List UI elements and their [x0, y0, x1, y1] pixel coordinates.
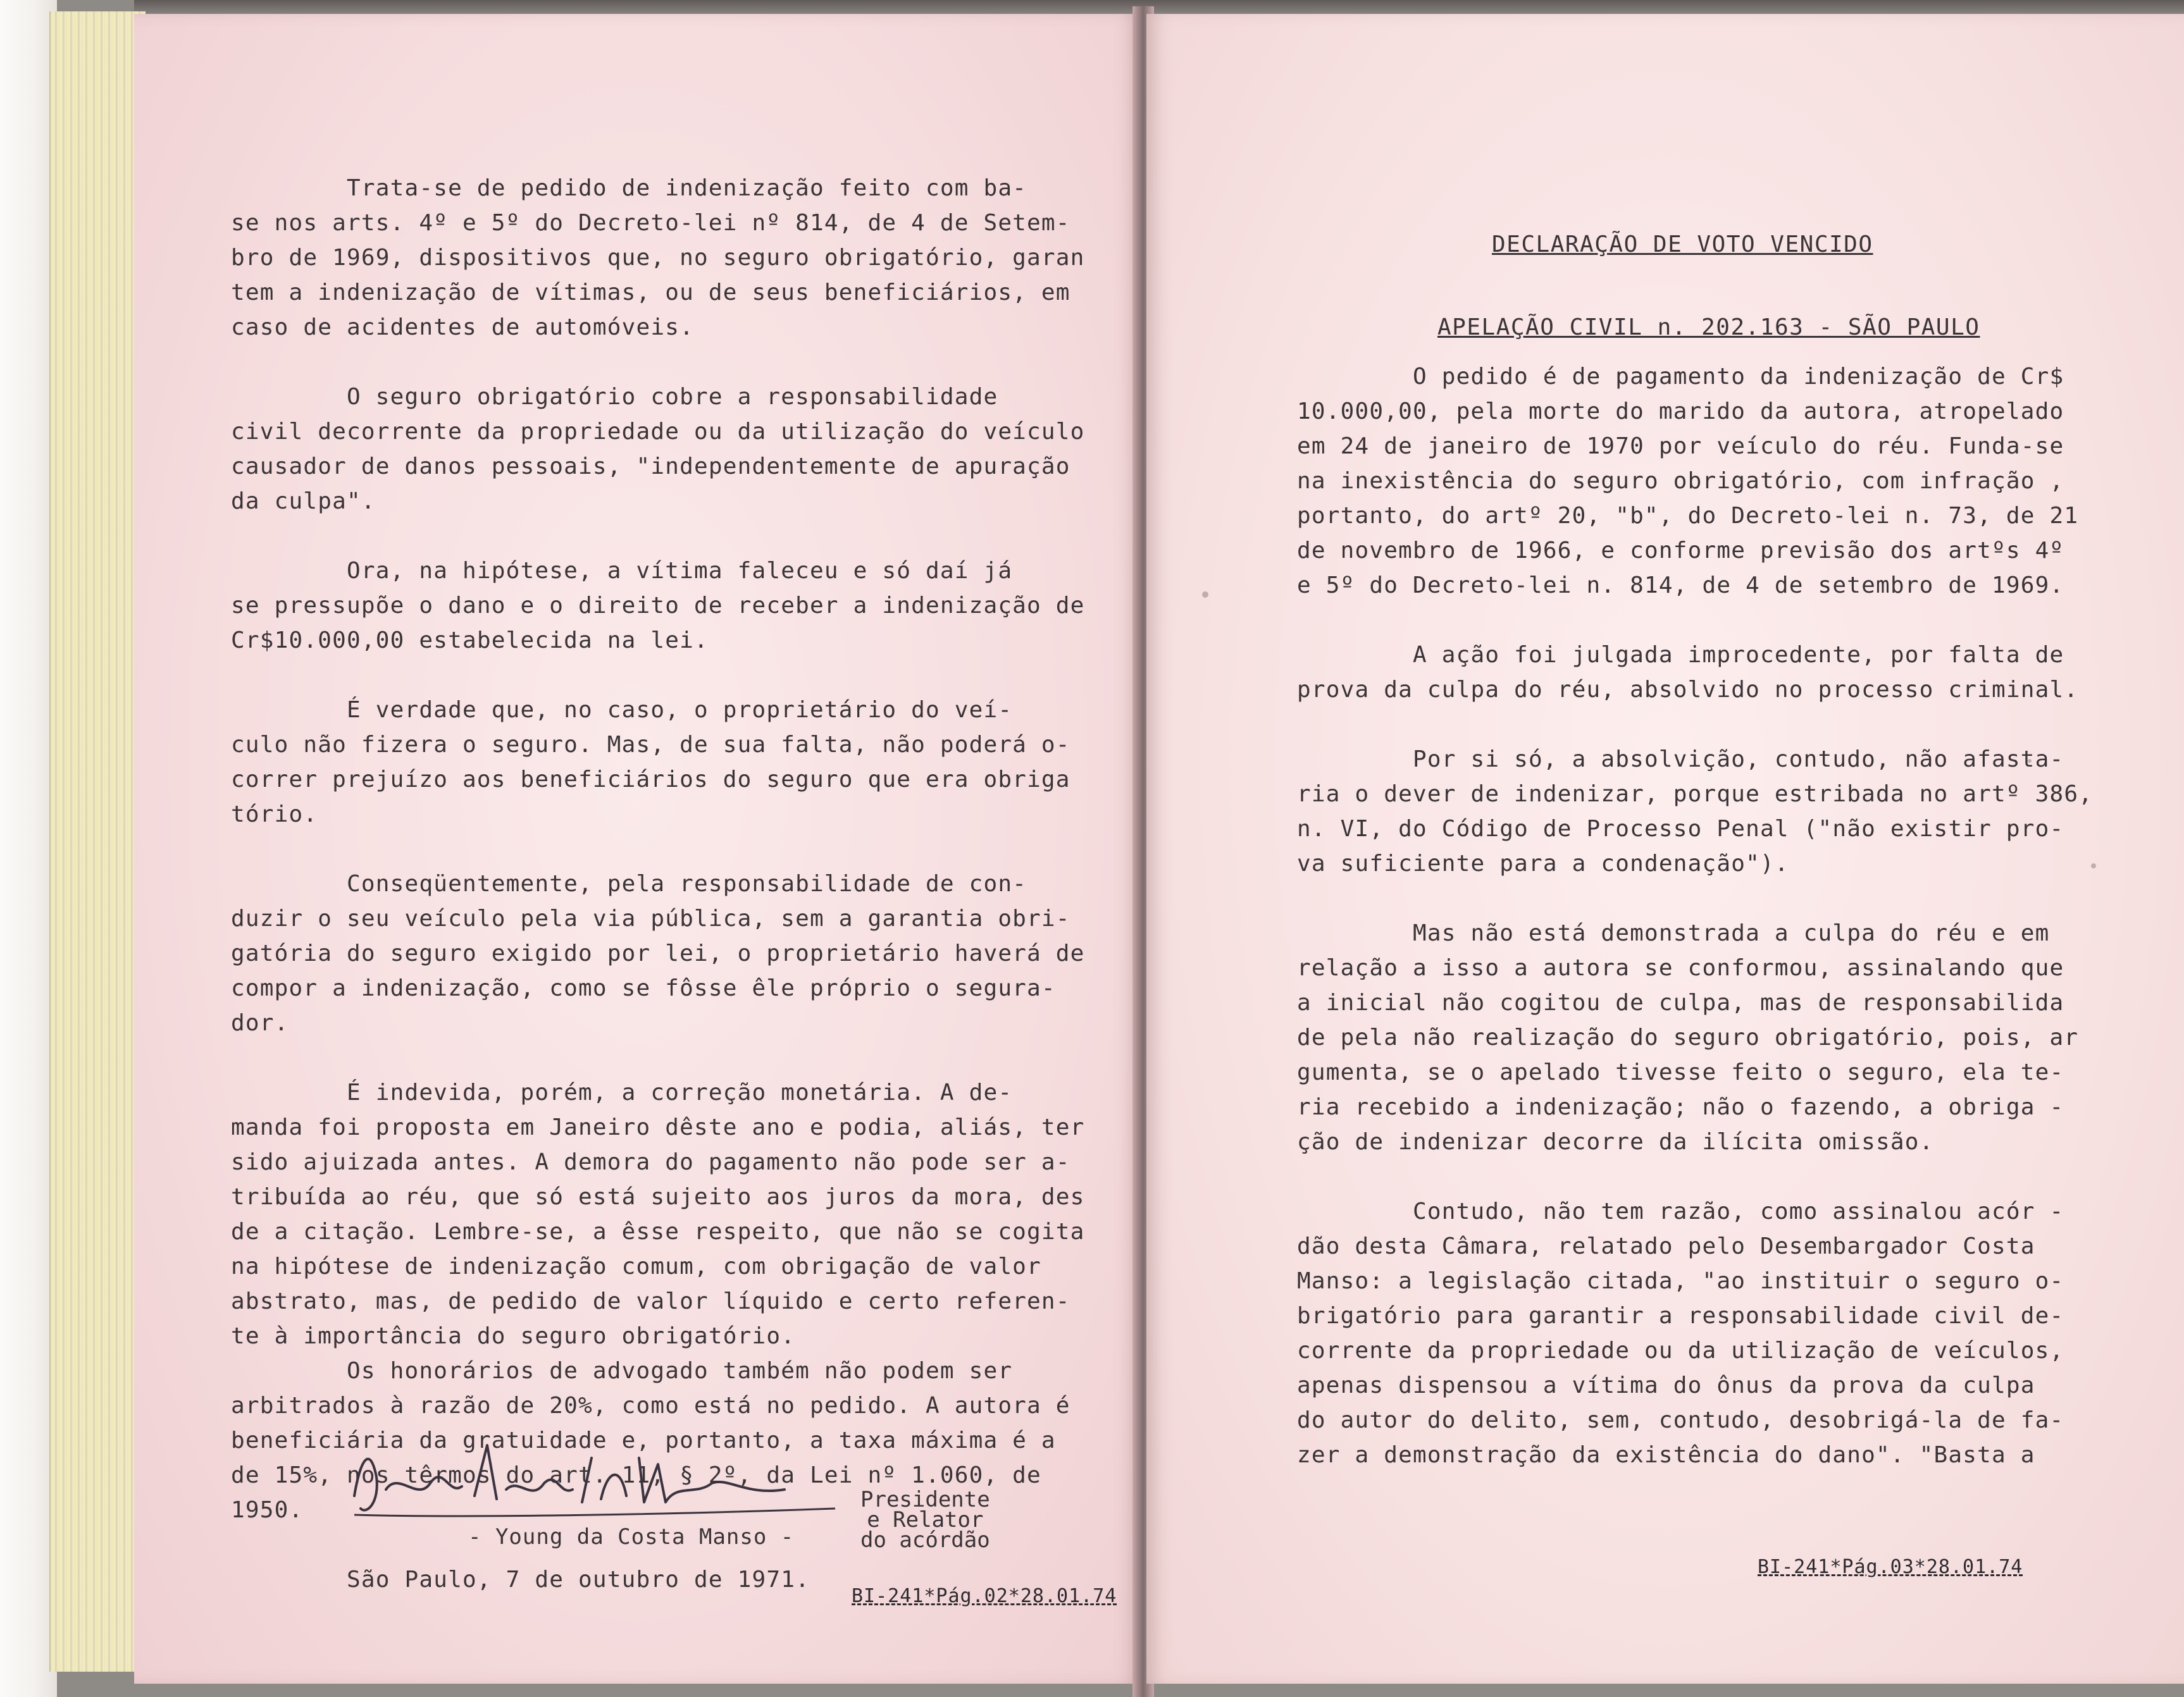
- right-page-line: do autor do delito, sem, contudo, desobrigá-la de fa-: [1297, 1407, 2064, 1433]
- right-page-line: apenas dispensou a vítima do ônus da prova da culpa: [1297, 1373, 2035, 1398]
- left-page-line: Conseqüentemente, pela responsabilidade de con-: [231, 871, 1027, 897]
- left-page-line: É verdade que, no caso, o proprietário do veí-: [231, 697, 1013, 723]
- right-page-footer: BI-241*Pág.03*28.01.74: [1758, 1556, 2023, 1578]
- handwritten-signature: [342, 1420, 848, 1534]
- left-page-line: Cr$10.000,00 estabelecida na lei.: [231, 627, 709, 653]
- left-page-line: 1950.: [231, 1497, 304, 1523]
- right-page-line: prova da culpa do réu, absolvido no processo criminal.: [1297, 677, 2079, 703]
- right-page-line: [1297, 603, 2093, 638]
- right-page-line: Contudo, não tem razão, como assinalou acór -: [1297, 1199, 2064, 1225]
- left-page-line: causador de danos pessoais, "independentemente de apuração: [231, 454, 1070, 479]
- right-page-line: va suficiente para a condenação").: [1297, 851, 1789, 877]
- right-page-line: em 24 de janeiro de 1970 por veículo do réu. Funda-se: [1297, 433, 2064, 459]
- right-page-line: dão desta Câmara, relatado pelo Desembargador Costa: [1297, 1233, 2035, 1259]
- document-title: DECLARAÇÃO DE VOTO VENCIDO: [1492, 231, 1873, 257]
- case-heading: APELAÇÃO CIVIL n. 202.163 - SÃO PAULO: [1437, 314, 1980, 340]
- right-page-line: ria o dever de indenizar, porque estribada no artº 386,: [1297, 781, 2094, 807]
- left-page-line: correr prejuízo aos beneficiários do seguro que era obriga: [231, 767, 1070, 793]
- right-page-line: e 5º do Decreto-lei n. 814, de 4 de setembro de 1969.: [1297, 572, 2064, 598]
- right-page-line: na inexistência do seguro obrigatório, com infração ,: [1297, 468, 2064, 494]
- left-page-line: bro de 1969, dispositivos que, no seguro obrigatório, garan: [231, 245, 1085, 271]
- right-page-line: a inicial não cogitou de culpa, mas de responsabilida: [1297, 990, 2064, 1016]
- left-page-line: se nos arts. 4º e 5º do Decreto-lei nº 814, de 4 de Setem-: [231, 210, 1070, 236]
- left-page-line: de a citação. Lembre-se, a êsse respeito, que não se cogita: [231, 1219, 1085, 1245]
- left-page-line: se pressupõe o dano e o direito de receber a indenização de: [231, 593, 1085, 619]
- right-page-line: ria recebido a indenização; não o fazendo, a obriga -: [1297, 1094, 2064, 1120]
- right-page-line: relação a isso a autora se conformou, assinalando que: [1297, 955, 2064, 981]
- left-page-line: culo não fizera o seguro. Mas, de sua falta, não poderá o-: [231, 732, 1070, 758]
- right-page-line: 10.000,00, pela morte do marido da autora, atropelado: [1297, 398, 2064, 424]
- left-page-line: na hipótese de indenização comum, com obrigação de valor: [231, 1254, 1041, 1280]
- left-page-line: [231, 519, 1085, 553]
- right-page-line: brigatório para garantir a responsabilidade civil de-: [1297, 1303, 2064, 1329]
- right-page-line: [1297, 881, 2093, 916]
- left-page-line: [231, 832, 1085, 867]
- right-page-line: Por si só, a absolvição, contudo, não afasta-: [1297, 746, 2064, 772]
- right-page-body: [1297, 359, 2093, 1472]
- left-page-line: Trata-se de pedido de indenização feito com ba-: [231, 175, 1027, 201]
- left-page-footer: BI-241*Pág.02*28.01.74: [852, 1585, 1117, 1607]
- right-page-line: gumenta, se o apelado tivesse feito o seguro, ela te-: [1297, 1059, 2064, 1085]
- left-page-line: [231, 345, 1085, 380]
- right-page-line: portanto, do artº 20, "b", do Decreto-lei n. 73, de 21: [1297, 503, 2079, 529]
- right-page-line: O pedido é de pagamento da indenização de Cr$: [1297, 364, 2064, 390]
- right-page-line: A ação foi julgada improcedente, por falta de: [1297, 642, 2064, 668]
- left-page-line: tório.: [231, 801, 318, 827]
- paper-speck: [2028, 759, 2032, 763]
- right-page-line: Mas não está demonstrada a culpa do réu e em: [1297, 920, 2050, 946]
- right-page-line: [1297, 1159, 2093, 1194]
- left-page-line: sido ajuizada antes. A demora do pagamento não pode ser a-: [231, 1149, 1070, 1175]
- right-page-line: ção de indenizar decorre da ilícita omissão.: [1297, 1129, 1934, 1155]
- left-page-line: arbitrados à razão de 20%, como está no pedido. A autora é: [231, 1393, 1070, 1419]
- left-page-line: de 15%, nos têrmos do art. 11, § 2º, da Lei nº 1.060, de: [231, 1462, 1041, 1488]
- right-page-line: zer a demonstração da existência do dano". "Basta a: [1297, 1442, 2035, 1468]
- left-page-line: O seguro obrigatório cobre a responsabilidade: [231, 384, 998, 410]
- left-page-line: compor a indenização, como se fôsse êle próprio o segura-: [231, 975, 1056, 1001]
- left-page-line: abstrato, mas, de pedido de valor líquido e certo referen-: [231, 1288, 1070, 1314]
- right-page-line: de pela não realização do seguro obrigatório, pois, ar: [1297, 1025, 2079, 1051]
- background-edge: [0, 0, 57, 1697]
- right-page-line: n. VI, do Código de Processo Penal ("não existir pro-: [1297, 816, 2064, 842]
- left-page-line: dor.: [231, 1010, 289, 1036]
- left-page-line: Os honorários de advogado também não podem ser: [231, 1358, 1013, 1384]
- left-page-line: gatória do seguro exigido por lei, o proprietário haverá de: [231, 941, 1085, 966]
- left-page-line: É indevida, porém, a correção monetária. A de-: [231, 1080, 1013, 1106]
- left-page-line: duzir o seu veículo pela via pública, sem a garantia obri-: [231, 906, 1070, 932]
- right-page-line: corrente da propriedade ou da utilização de veículos,: [1297, 1338, 2064, 1364]
- left-page-line: caso de acidentes de automóveis.: [231, 314, 694, 340]
- left-page-line: tribuída ao réu, que só está sujeito aos juros da mora, des: [231, 1184, 1085, 1210]
- right-page-line: de novembro de 1966, e conforme previsão dos artºs 4º: [1297, 538, 2064, 564]
- page-stack-edges: [49, 11, 146, 1672]
- left-page-line: tem a indenização de vítimas, ou de seus beneficiários, em: [231, 280, 1070, 305]
- left-page-body: [231, 171, 1085, 1597]
- left-page-line: [231, 658, 1085, 693]
- paper-speck: [1202, 591, 1208, 598]
- left-page-line: manda foi proposta em Janeiro dêste ano e podia, aliás, ter: [231, 1114, 1085, 1140]
- left-page-line: Ora, na hipótese, a vítima faleceu e só daí já: [231, 558, 1013, 584]
- right-page-line: [1297, 707, 2093, 742]
- left-page-line: [231, 1040, 1085, 1075]
- left-page-line: da culpa".: [231, 488, 376, 514]
- signatory-role: Presidente e Relator do acórdão: [860, 1487, 990, 1553]
- left-page-line: beneficiária da gratuidade e, portanto, a taxa máxima é a: [231, 1428, 1056, 1453]
- left-page-line: civil decorrente da propriedade ou da utilização do veículo: [231, 419, 1085, 445]
- left-page-line: São Paulo, 7 de outubro de 1971.: [231, 1567, 810, 1593]
- right-page-line: Manso: a legislação citada, "ao instituir o seguro o-: [1297, 1268, 2064, 1294]
- signatory-name: - Young da Costa Manso -: [468, 1524, 795, 1550]
- paper-speck: [2091, 863, 2096, 868]
- left-page-line: te à importância do seguro obrigatório.: [231, 1323, 796, 1349]
